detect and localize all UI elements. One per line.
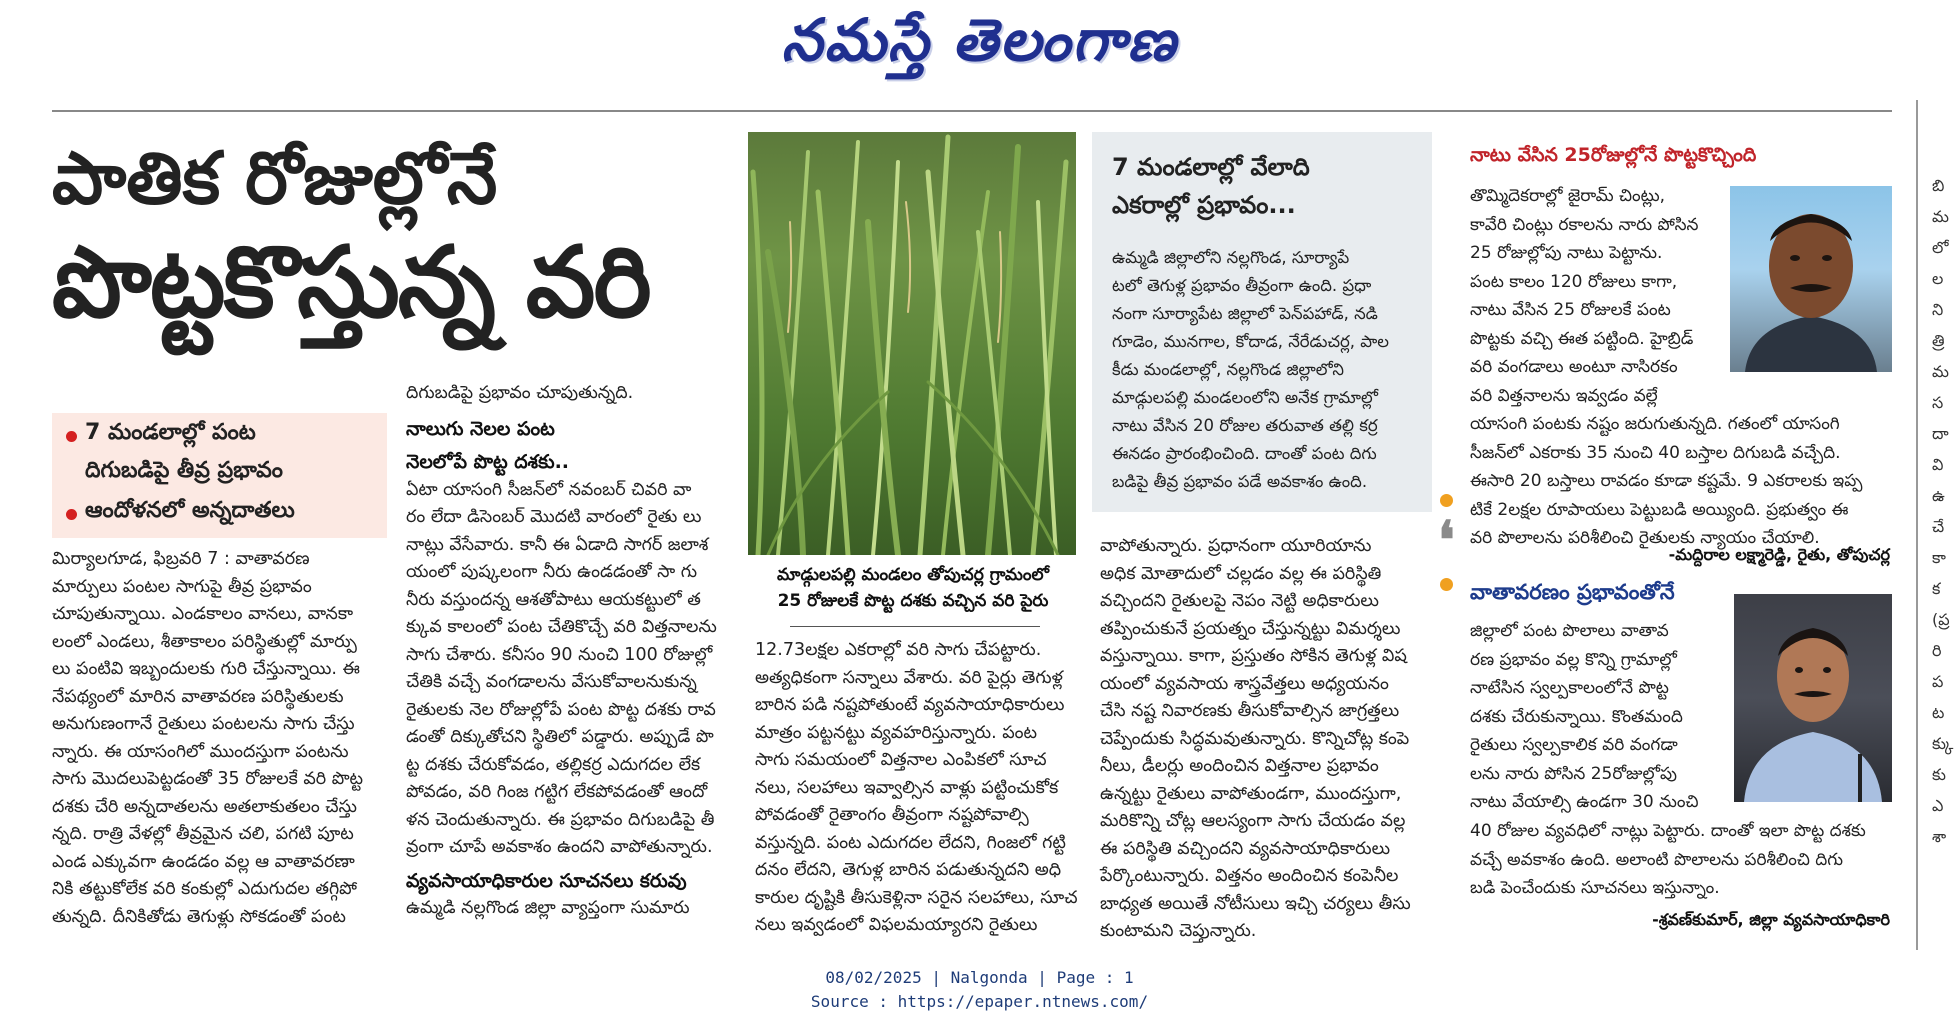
sidebar-box-title xyxy=(1112,148,1422,224)
text-line: మరికొన్ని చోట్ల ఆలస్యంగా సాగు చేయడం వల్ల xyxy=(1100,811,1406,831)
text-line: చేతికి వచ్చే వంగడాలను వేసుకోవాలనుకున్న xyxy=(406,672,697,692)
masthead-rule xyxy=(52,110,1892,112)
edge-glyph: ల xyxy=(1932,269,1944,288)
edge-glyph: దా xyxy=(1932,424,1949,443)
text-line: పోవడం, వరి గింజ గట్టిగ లేకపోవడంతో ఆందో xyxy=(406,782,708,802)
officer-portrait-illustration xyxy=(1734,594,1892,802)
text-line: నాటేసిన స్వల్పకాలంలోనే పొట్ట xyxy=(1470,678,1669,698)
rice-leaves-illustration xyxy=(748,132,1076,555)
bullet-icon xyxy=(66,509,77,520)
officer-signature: -శ్రవణ్‌కుమార్, జిల్లా వ్యవసాయాధికారి xyxy=(1652,910,1890,929)
farmer-quote-heading: నాటు వేసిన 25రోజుల్లోనే పొట్టకొచ్చింది xyxy=(1470,144,1757,166)
text-line: ఏటా యాసంగి సీజన్‌లో నవంబర్ చివరి వా xyxy=(406,479,692,500)
caption-rule xyxy=(790,626,1040,627)
edge-glyph: కు xyxy=(1932,765,1946,784)
edge-glyph: మ xyxy=(1932,207,1949,226)
article-column-3 xyxy=(755,637,1080,940)
footer-date-edition: 08/02/2025 | Nalgonda | Page : 1 xyxy=(825,968,1134,987)
farmer-quote-text-wide xyxy=(1470,410,1890,553)
adjacent-article-edge xyxy=(1932,170,1952,852)
officer-quote-text-wide xyxy=(1470,817,1890,903)
text-line: 25 రోజుల్లోపు నాటు పెట్టాను. xyxy=(1470,243,1663,263)
text-line: లంలో ఎండలు, శీతాకాలం పరిస్థితుల్లో మార్పు xyxy=(52,631,357,652)
text-line: మిర్యాలగూడ, ఫిబ్రవరి 7 : వాతావరణ xyxy=(52,549,310,569)
text-line: రం లేదా డిసెంబర్ మొదటి వారంలో రైతు లు xyxy=(406,507,702,527)
highlight-item: ఆందోళనలో అన్నదాతలు xyxy=(85,498,295,523)
text-line: రణ ప్రభావం వల్ల కొన్ని గ్రామాల్లో xyxy=(1470,649,1677,670)
text-line: పొట్టకు వచ్చి ఈత పట్టింది. హైబ్రిడ్ xyxy=(1470,328,1694,349)
officer-photo xyxy=(1734,594,1892,802)
text-line: యంలో పుష్కలంగా నీరు ఉండడంతో సా గు xyxy=(406,562,698,582)
text-line: లు పంటివి ఇబ్బందులకు గురి చేస్తున్నాయి. ఈ xyxy=(52,659,360,679)
text-line: పేర్కొంటున్నారు. విత్తనం అందించిన కంపెనీల xyxy=(1100,866,1399,886)
text-line: బడిపై తీవ్ర ప్రభావం పడే అవకాశం ఉంది. xyxy=(1112,472,1368,491)
quote-dot-icon xyxy=(1440,494,1453,507)
text-line: వస్తున్నది. పంట ఎదుగదల లేదని, గింజలో గట్టి xyxy=(755,832,1066,853)
article-column-1 xyxy=(52,546,390,931)
text-line: ఉమ్మడి జిల్లాలోని నల్లగొండ, సూర్యాపే xyxy=(1112,248,1350,267)
text-line: నాటు వేసిన 20 రోజుల తరువాత తల్లి కర్ర xyxy=(1112,416,1378,435)
text-line: వరి విత్తనాలను ఇవ్వడం వల్లే xyxy=(1470,385,1658,406)
subheading: నెలలోపే పొట్ట దశకు.. xyxy=(406,451,570,473)
text-line: సీజన్‌లో ఎకరాకు 35 నుంచి 40 బస్తాల దిగుబడి వచ్చేది. xyxy=(1470,442,1841,463)
farmer-signature: -మద్దిరాల లక్ష్మారెడ్డి, రైతు, తోపుచర్ల xyxy=(1668,545,1890,564)
masthead-logo: నమస్తే తెలంగాణ xyxy=(781,6,1178,74)
farmer-photo xyxy=(1730,186,1892,372)
right-column-rule xyxy=(1916,100,1918,950)
text-line: నలు, సలహాలు ఇవ్వాల్సిన వాళ్లు పట్టించుకోక xyxy=(755,777,1059,798)
text-line: అత్యధికంగా సన్నాలు వేశారు. వరి పైర్లు తెగుళ్ల xyxy=(755,667,1063,688)
edge-glyph: కా xyxy=(1932,548,1946,567)
text-line: నంగా సూర్యాపేట జిల్లాలో పెన్‌పహాడ్, నడి xyxy=(1112,304,1378,323)
text-line: చేసి నష్ట నివారణకు తీసుకోవాల్సిన జాగ్రత్తలు xyxy=(1100,701,1400,721)
text-line: ఈ పరిస్థితి వచ్చిందని వ్యవసాయాధికారులు xyxy=(1100,838,1391,859)
text-line: ఎండ ఎక్కువగా ఉండడం వల్ల ఆ వాతావరణా xyxy=(52,851,355,872)
text-line: ఈనడం ప్రారంభించింది. దాంతో పంట దిగు xyxy=(1112,444,1377,463)
text-line: మాడ్గులపల్లి మండలంలోని అనేక గ్రామాల్లో xyxy=(1112,388,1378,407)
text-line: ళన చెందుతున్నారు. ఈ ప్రభావం దిగుబడిపై తీ xyxy=(406,809,715,830)
text-line: తున్నది. దీనికితోడు తెగుళ్లు సోకడంతో పంట xyxy=(52,906,346,927)
text-line: యంలో వ్యవసాయ శాస్త్రవేత్తలు అధ్యయనం xyxy=(1100,673,1389,694)
caption-line: 25 రోజులకే పొట్ట దశకు వచ్చిన వరి పైరు xyxy=(777,591,1049,611)
text-line: దనం లేదని, తెగుళ్ల బారిన పడుతున్నదని అధి xyxy=(755,860,1062,880)
text-line: కీడు మండలాల్లో, నల్లగొండ జిల్లాలోని xyxy=(1112,360,1344,379)
text-line: నికి తట్టుకోలేక వరి కంకుల్లో ఎదుగుదల తగ్గిపో xyxy=(52,879,357,899)
text-line: వ్రంగా చూపే అవకాశం ఉందని వాపోతున్నారు. xyxy=(406,837,713,857)
photo-caption xyxy=(748,562,1078,614)
edge-glyph: స xyxy=(1932,393,1944,412)
text-line: న్నారు. ఈ యాసంగిలో ముందస్తుగా పంటను xyxy=(52,741,349,762)
text-line: యాసంగి పంటకు నష్టం జరుగుతున్నది. గతంలో యాసంగి xyxy=(1470,414,1840,434)
edge-glyph: క్కు xyxy=(1932,734,1954,753)
text-line: ఈసారి 20 బస్తాలు రావడం కూడా కష్టమే. 9 ఎకరాలకు ఇప్ప xyxy=(1470,471,1863,491)
text-line: వచ్చిందని రైతులపై నెపం నెట్టి అధికారులు xyxy=(1100,591,1379,611)
edge-glyph: మ xyxy=(1932,362,1949,381)
text-line: అధిక మోతాదులో చల్లడం వల్ల ఈ పరిస్థితి xyxy=(1100,563,1382,584)
text-line: 40 రోజుల వ్యవధిలో నాట్లు పెట్టారు. దాంతో ఇలా పొట్ట దశకు xyxy=(1470,821,1866,841)
caption-line: మాడ్గులపల్లి మండలం తోపుచర్ల గ్రామంలో xyxy=(777,565,1049,585)
officer-quote-heading: వాతావరణం ప్రభావంతోనే xyxy=(1470,580,1675,604)
bullet-icon xyxy=(66,431,77,442)
text-line: డంతో దిక్కుతోచని స్థితిలో పడ్డారు. అప్పుడే పొ xyxy=(406,727,714,747)
text-line: నీరు వస్తుందన్న ఆశతోపాటు ఆయకట్టులో త xyxy=(406,589,701,610)
edge-glyph: ప xyxy=(1932,672,1944,691)
text-line: వస్తున్నాయి. కాగా, ప్రస్తుతం సోకిన తెగుళ్ల విష xyxy=(1100,646,1407,666)
text-line: వచ్చే అవకాశం ఉంది. అలాంటి పొలాలను పరిశీలించి దిగు xyxy=(1470,849,1844,870)
text-line: అనుగుణంగానే రైతులు పంటలను సాగు చేస్తు xyxy=(52,714,355,734)
text-line: వరి వంగడాలు అంటూ నాసిరకం xyxy=(1470,357,1678,377)
text-line: టలో తెగుళ్ల ప్రభావం తీవ్రంగా ఉంది. ప్రధా xyxy=(1112,276,1372,295)
headline-line-1: పాతిక రోజుల్లోనే xyxy=(52,135,498,220)
box-title-line: 7 మండలాల్లో వేలాది xyxy=(1112,153,1310,181)
text-line: నీలు, డీలర్లు అందించిన విత్తనాల ప్రభావం xyxy=(1100,756,1379,776)
edge-glyph: రి xyxy=(1932,641,1942,660)
quote-dot-icon xyxy=(1440,578,1453,591)
text-line: నేపథ్యంలో మారిన వాతావరణ పరిస్థితులకు xyxy=(52,686,344,707)
highlights-box xyxy=(52,413,387,538)
text-line: గూడెం, మునగాల, కోదాడ, నేరేడుచర్ల, పాల xyxy=(1112,332,1390,351)
quote-mark-icon: ❛ xyxy=(1438,510,1455,571)
edge-glyph: చే xyxy=(1932,517,1945,536)
rice-paddy-photo xyxy=(748,132,1076,555)
text-line: నలు ఇవ్వడంలో విఫలమయ్యారని రైతులు xyxy=(755,915,1038,935)
text-line: దశకు చేరి అన్నదాతలను అతలాకుతలం చేస్తు xyxy=(52,796,357,817)
edge-glyph: బి xyxy=(1932,176,1945,195)
text-line: దిగుబడిపై ప్రభావం చూపుతున్నది. xyxy=(406,383,634,403)
text-line: కుంటామని చెప్తున్నారు. xyxy=(1100,921,1257,941)
edge-glyph: ఎ xyxy=(1932,796,1944,815)
sidebar-box-text xyxy=(1112,244,1427,496)
text-line: పోవడంతో రైతాంగం తీవ్రంగా నష్టపోవాల్సి xyxy=(755,805,1029,825)
text-line: జిల్లాలో పంట పొలాలు వాతావ xyxy=(1470,621,1669,641)
text-line: లను నారు పోసిన 25రోజుల్లోపు xyxy=(1470,763,1677,784)
text-line: బారిన పడి నష్టపోతుంటే వ్యవసాయాధికారులు xyxy=(755,695,1065,715)
text-line: ఉమ్మడి నల్లగొండ జిల్లా వ్యాప్తంగా సుమారు xyxy=(406,898,690,918)
text-line: చెప్పేందుకు సిద్ధమవుతున్నారు. కొన్నిచోట్ల కంపె xyxy=(1100,728,1410,749)
edge-glyph: త్రి xyxy=(1932,331,1945,350)
officer-quote-text xyxy=(1470,617,1726,817)
text-line: క్కువ కాలంలో పంట చేతికొచ్చే వరి విత్తనాలను xyxy=(406,617,717,637)
text-line: మాత్రం పట్టనట్టు వ్యవహరిస్తున్నారు. పంట xyxy=(755,722,1038,743)
text-line: కారుల దృష్టికి తీసుకెళ్లినా సరైన సలహాలు, సూచ xyxy=(755,887,1078,908)
text-line: నాటు వేసిన 25 రోజులకే పంట xyxy=(1470,300,1671,320)
edge-glyph: క xyxy=(1932,579,1941,598)
text-line: ట్ట దశకు చేరుకోవడం, తల్లికర్ర ఎదుగదల లేక xyxy=(406,754,701,775)
edge-glyph: ట xyxy=(1932,703,1945,722)
headline-line-2: పొట్టకొస్తున్న వరి xyxy=(52,225,650,340)
subheading: నాలుగు నెలల పంట xyxy=(406,417,555,440)
text-line: తప్పించుకునే ప్రయత్నం చేస్తున్నట్టు విమర్శలు xyxy=(1100,618,1401,639)
text-line: సాగు మొదలుపెట్టడంతో 35 రోజులకే వరి పొట్ట xyxy=(52,769,364,789)
text-line: రైతులకు నెల రోజుల్లోపే పంట పొట్ట దశకు రావ xyxy=(406,699,716,720)
text-line: రైతులు స్వల్పకాలిక వరి వంగడా xyxy=(1470,735,1678,755)
highlight-item: దిగుబడిపై తీవ్ర ప్రభావం xyxy=(85,458,283,483)
text-line: నాటు వేయాల్సి ఉండగా 30 నుంచి xyxy=(1470,792,1699,812)
text-line: వాపోతున్నారు. ప్రధానంగా యూరియాను xyxy=(1100,536,1372,556)
text-line: కావేరి చింట్లు రకాలను నారు పోసిన xyxy=(1470,214,1699,235)
edge-glyph: లో xyxy=(1932,238,1949,257)
box-title-line: ఎకరాల్లో ప్రభావం... xyxy=(1112,191,1296,219)
text-line: సాగు సమయంలో విత్తనాల ఎంపికలో సూచ xyxy=(755,750,1047,770)
text-line: నాట్లు వేసేవారు. కానీ ఈ ఏడాది సాగర్ జలాశ xyxy=(406,534,709,555)
edge-glyph: వి xyxy=(1932,455,1944,474)
text-line: తొమ్మిదెకరాల్లో జైరామ్ చింట్లు, xyxy=(1470,186,1666,206)
article-column-4 xyxy=(1100,533,1430,946)
text-line: ఉన్నట్టు రైతులు వాపోతుండగా, ముందస్తుగా, xyxy=(1100,783,1402,804)
text-line: న్నది. రాత్రి వేళల్లో తీవ్రమైన చలి, పగటి పూట xyxy=(52,824,354,844)
text-line: దశకు చేరుకున్నాయి. కొంతమంది xyxy=(1470,706,1683,727)
edge-glyph: శా xyxy=(1932,827,1947,846)
highlight-item: 7 మండలాల్లో పంట xyxy=(85,420,256,445)
text-line: సాగు చేశారు. కనీసం 90 నుంచి 100 రోజుల్లో xyxy=(406,644,713,665)
text-line: పంట కాలం 120 రోజులు కాగా, xyxy=(1470,271,1678,292)
text-line: బాధ్యత అయితే నోటీసులు ఇచ్చి చర్యలు తీసు xyxy=(1100,893,1411,914)
text-line: మార్పులు పంటల సాగుపై తీవ్ర ప్రభావం xyxy=(52,576,312,597)
subheading: వ్యవసాయాధికారుల సూచనలు కరువు xyxy=(406,869,687,892)
text-line: చూపుతున్నాయి. ఎండకాలం వానలు, వానకా xyxy=(52,604,354,624)
edge-glyph: (ప్ర xyxy=(1932,610,1950,629)
edge-glyph: ఉ xyxy=(1932,486,1945,505)
farmer-portrait-illustration xyxy=(1730,186,1892,372)
text-line: బడి పెంచేందుకు సూచనలు ఇస్తున్నాం. xyxy=(1470,878,1720,898)
footer-source-link[interactable]: Source : https://epaper.ntnews.com/ xyxy=(810,992,1149,1011)
edge-glyph: ని xyxy=(1932,300,1944,319)
text-line: 12.73లక్షల ఎకరాల్లో వరి సాగు చేపట్టారు. xyxy=(755,640,1042,660)
farmer-quote-text xyxy=(1470,182,1722,410)
text-line: వరి పొలాలను పరిశీలించి రైతులకు న్యాయం చేయాలి. xyxy=(1470,528,1820,548)
article-column-2 xyxy=(406,380,736,923)
text-line: టికే 2లక్షల రూపాయలు పెట్టుబడి అయ్యింది. ప్రభుత్వం ఈ xyxy=(1470,499,1849,520)
